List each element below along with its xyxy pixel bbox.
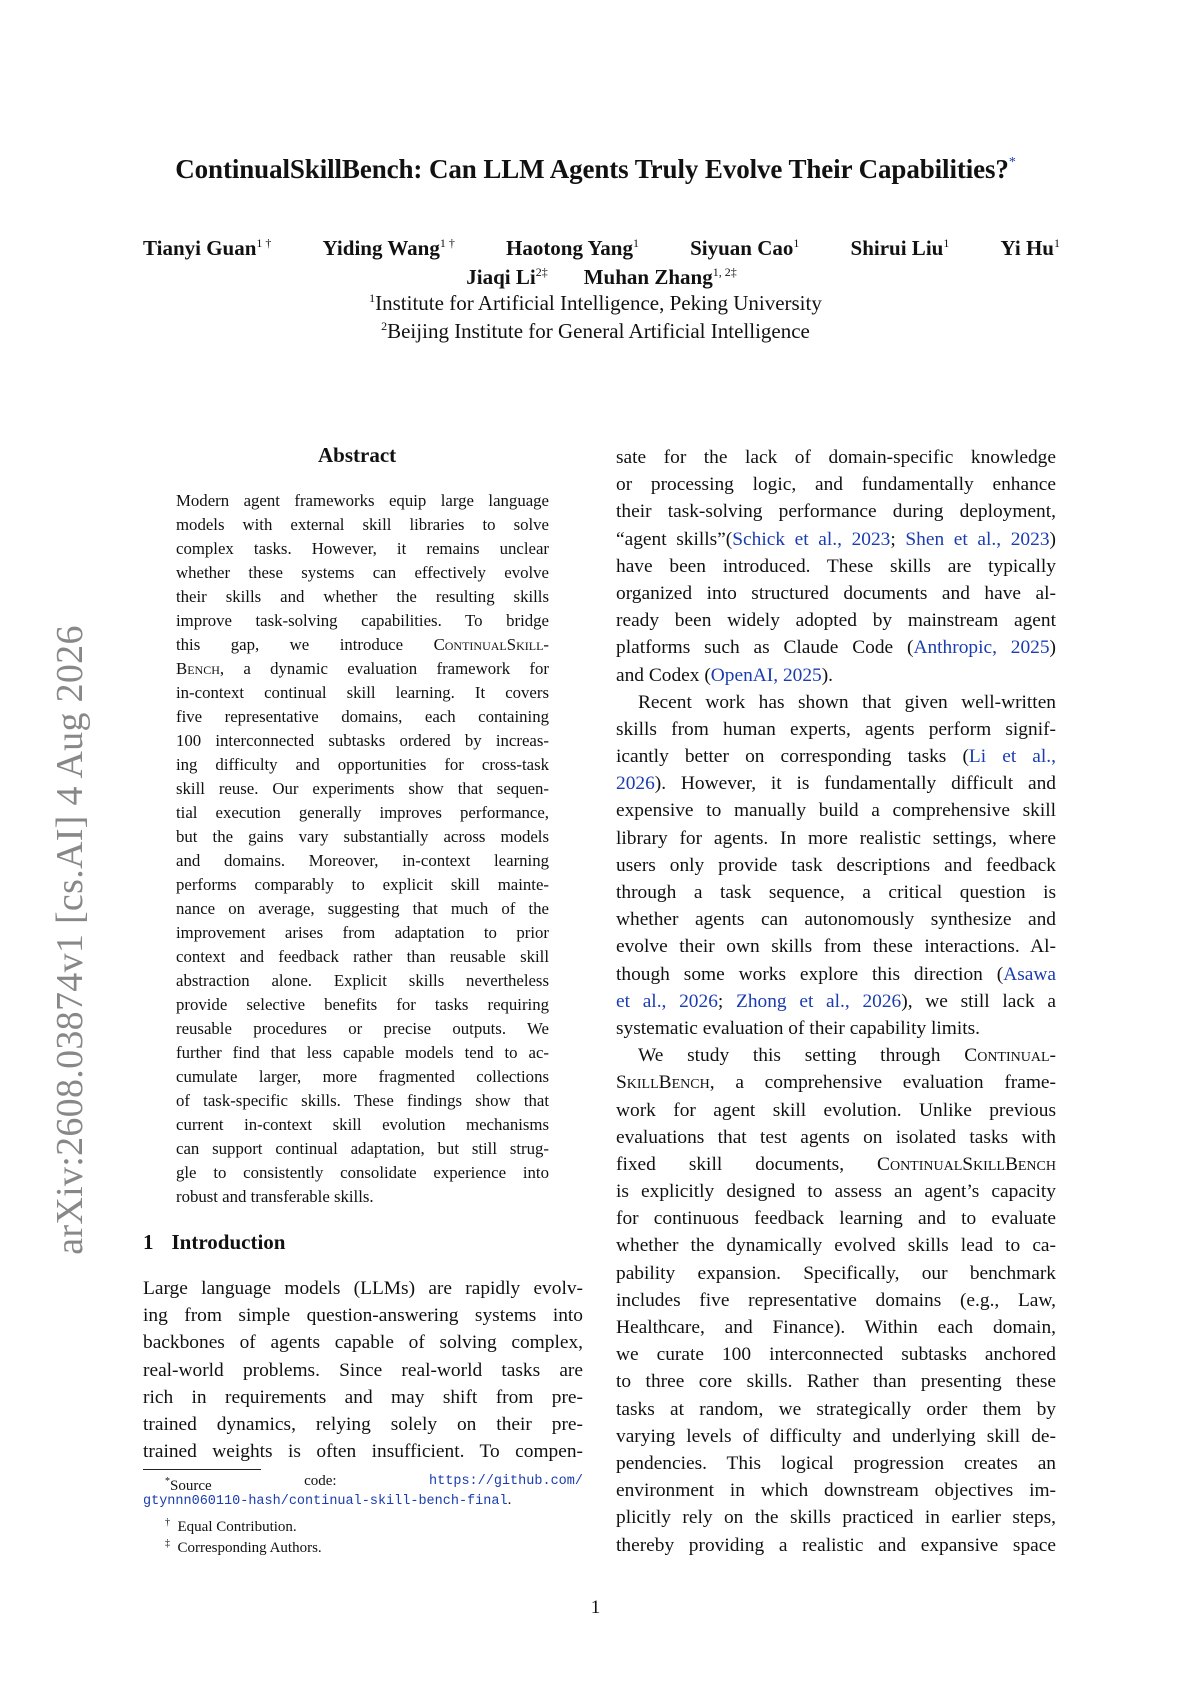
author-3 xyxy=(690,236,799,261)
author-2 xyxy=(506,236,639,261)
text-line: reusable procedures or precise outputs. We xyxy=(176,1019,549,1038)
text-line: Healthcare, and Finance). Within each domain, xyxy=(616,1317,1056,1338)
text-line: but the gains vary substantially across models xyxy=(176,827,549,846)
text-line: sate for the lack of domain-specific knowledge xyxy=(616,447,1056,468)
author-affiliation-mark: 1 xyxy=(793,236,800,250)
citation-link[interactable]: Asawa xyxy=(1003,963,1056,985)
text-line: icantly better on corresponding tasks (Li et al., xyxy=(616,746,1056,768)
text-line: improve task-solving capabilities. To bridge xyxy=(176,611,549,630)
text-line: cumulate larger, more fragmented collections xyxy=(176,1067,549,1086)
citation-link[interactable]: 2026 xyxy=(616,773,655,795)
text-line: skills from human experts, agents perform signif- xyxy=(616,718,1056,740)
affiliation-1-text: Institute for Artificial Intelligence, Peking University xyxy=(375,291,822,315)
footnote-source-url: gtynnn060110-hash/continual-skill-bench-final. xyxy=(143,1492,512,1509)
text-line: includes five representative domains (e.g., Law, xyxy=(616,1289,1056,1311)
text-line: this gap, we introduce ContinualSkill- xyxy=(176,635,549,654)
author-row-2 xyxy=(143,265,1060,290)
text-line: We study this setting through Continual- xyxy=(638,1045,1056,1067)
author-row-1 xyxy=(143,236,1060,261)
author-name: Tianyi Guan xyxy=(143,236,257,260)
citation-link[interactable]: Schick et al., 2023 xyxy=(732,528,891,550)
text-line: is explicitly designed to assess an agent’s capacity xyxy=(616,1181,1056,1203)
text-line: their task-solving performance during deployment, xyxy=(616,501,1056,523)
text-line: further find that less capable models tend to ac- xyxy=(176,1043,549,1062)
author-name: Shirui Liu xyxy=(850,236,944,260)
abstract-body xyxy=(176,489,549,1209)
text-line: evolve their own skills from these interactions. Al- xyxy=(616,936,1056,958)
text-line: performs comparably to explicit skill mainte- xyxy=(176,875,549,894)
text-line: tasks at random, we strategically order them by xyxy=(616,1398,1056,1420)
affiliation-1-mark: 1 xyxy=(369,291,376,305)
affiliation-1 xyxy=(0,291,1191,316)
affiliation-2-mark: 2 xyxy=(381,319,388,333)
author-name: Yi Hu xyxy=(1000,236,1054,260)
author-0 xyxy=(143,236,271,261)
text-line: users only provide task descriptions and feedback xyxy=(616,854,1056,876)
text-line: their skills and whether the resulting skills xyxy=(176,587,549,606)
page-number: 1 xyxy=(590,1597,601,1618)
affiliation-2-text: Beijing Institute for General Artificial Intelligence xyxy=(387,319,810,343)
footnote-corr-text: Corresponding Authors. xyxy=(177,1540,322,1556)
text-line: expensive to manually build a comprehensive skill xyxy=(616,800,1056,822)
text-line: context and feedback rather than reusable skill xyxy=(176,947,549,966)
text-line: whether agents can autonomously synthesize and xyxy=(616,909,1056,931)
section-number: 1 xyxy=(143,1230,154,1254)
author-name: Muhan Zhang xyxy=(583,265,713,289)
text-line: complex tasks. However, it remains unclear xyxy=(176,539,549,558)
text-line: trained dynamics, relying solely on their pre- xyxy=(143,1413,583,1435)
footnote-corr-mark: ‡ xyxy=(165,1538,170,1549)
author-name: Jiaqi Li xyxy=(466,265,536,289)
citation-link[interactable]: Li et al., xyxy=(968,746,1056,768)
citation-link[interactable]: Zhong et al., 2026 xyxy=(736,990,902,1012)
text-line: tial execution generally improves performance, xyxy=(176,803,549,822)
citation-link[interactable]: OpenAI, 2025 xyxy=(710,664,822,686)
text-line: Large language models (LLMs) are rapidly evolv- xyxy=(143,1278,583,1299)
text-line: thereby providing a realistic and expansive space xyxy=(616,1534,1056,1556)
text-line: we curate 100 interconnected subtasks anchored xyxy=(616,1344,1056,1366)
affiliation-2 xyxy=(0,319,1191,344)
footnote-corresponding xyxy=(143,1534,605,1558)
text-line: improvement arises from adaptation to prior xyxy=(176,923,549,942)
text-line: abstraction alone. Explicit skills nevertheless xyxy=(176,971,549,990)
text-line: provide selective benefits for tasks requiring xyxy=(176,995,549,1014)
text-line: Recent work has shown that given well-written xyxy=(638,691,1056,713)
source-url-link-1[interactable]: https://github.com/ xyxy=(429,1474,583,1489)
author-affiliation-mark: 1, 2‡ xyxy=(712,265,737,279)
text-line: robust and transferable skills. xyxy=(176,1187,374,1206)
footnote-rule xyxy=(143,1469,261,1470)
text-line: ing from simple question-answering systems into xyxy=(143,1305,583,1327)
text-line: backbones of agents capable of solving complex, xyxy=(143,1332,583,1354)
text-line: whether these systems can effectively evolve xyxy=(176,563,549,582)
author-affiliation-mark: 1 xyxy=(1053,236,1060,250)
text-line: 100 interconnected subtasks ordered by increas- xyxy=(176,731,549,750)
text-line: gle to consistently consolidate experience into xyxy=(176,1163,549,1182)
text-line: “agent skills”(Schick et al., 2023; Shen et al., 2023) xyxy=(616,528,1056,550)
text-line: though some works explore this direction (Asawa xyxy=(616,963,1056,985)
text-line: skill reuse. Our experiments show that sequen- xyxy=(176,779,549,798)
footnote-code-label: code: xyxy=(304,1473,337,1489)
text-line: and domains. Moreover, in-context learning xyxy=(176,851,549,870)
text-line: evaluations that test agents on isolated tasks with xyxy=(616,1126,1056,1148)
text-line: ing difficulty and opportunities for cross-task xyxy=(176,755,549,774)
text-line: pability expansion. Specifically, our benchmark xyxy=(616,1262,1056,1284)
text-line: models with external skill libraries to solve xyxy=(176,515,549,534)
text-line: library for agents. In more realistic settings, where xyxy=(616,827,1056,849)
arxiv-stamp xyxy=(40,560,100,1320)
text-line: five representative domains, each containing xyxy=(176,707,549,726)
text-line: through a task sequence, a critical question is xyxy=(616,882,1056,903)
arxiv-id: arXiv:2608.03874v1 [cs.AI] 4 Aug 2026 xyxy=(49,625,91,1255)
text-line: varying levels of difficulty and underlying skill de- xyxy=(616,1425,1056,1447)
text-line: and Codex (OpenAI, 2025). xyxy=(616,664,834,686)
text-line: et al., 2026; Zhong et al., 2026), we still lack a xyxy=(616,990,1056,1012)
text-line: ready been widely adopted by mainstream agent xyxy=(616,610,1056,632)
abstract-heading: Abstract xyxy=(318,443,397,467)
author-affiliation-mark: 1 † xyxy=(256,236,272,250)
text-line: work for agent skill evolution. Unlike previous xyxy=(616,1099,1056,1121)
text-line: organized into structured documents and have al- xyxy=(616,582,1056,604)
text-line: nance on average, suggesting that much of the xyxy=(176,899,549,918)
author-4 xyxy=(851,236,950,261)
footnote-equal-mark: † xyxy=(165,1517,170,1528)
author-affiliation-mark: 1 † xyxy=(439,236,455,250)
text-line: SkillBench, a comprehensive evaluation frame- xyxy=(616,1072,1056,1094)
author-affiliation-mark: 2‡ xyxy=(535,265,548,279)
text-line: fixed skill documents, ContinualSkillBench xyxy=(616,1153,1056,1175)
text-line: real-world problems. Since real-world tasks are xyxy=(143,1359,583,1381)
title-footnote-mark[interactable]: * xyxy=(1008,155,1016,170)
text-line: rich in requirements and may shift from pre- xyxy=(143,1386,583,1408)
text-line: for continuous feedback learning and to evaluate xyxy=(616,1208,1056,1230)
text-line: 2026). However, it is fundamentally difficult and xyxy=(616,773,1056,795)
text-line: trained weights is often insufficient. To compen- xyxy=(143,1441,583,1463)
author-name: Haotong Yang xyxy=(505,236,633,260)
text-line: whether the dynamically evolved skills lead to ca- xyxy=(616,1235,1056,1257)
footnote-source-label: Source xyxy=(170,1478,212,1494)
citation-link[interactable]: Shen et al., 2023 xyxy=(905,528,1050,550)
text-line: or processing logic, and fundamentally enhance xyxy=(616,474,1056,496)
text-line: platforms such as Claude Code (Anthropic, 2025) xyxy=(616,637,1056,659)
author-affiliation-mark: 1 xyxy=(943,236,950,250)
author-name: Siyuan Cao xyxy=(690,236,794,260)
text-line: have been introduced. These skills are typically xyxy=(616,555,1056,577)
author-row2-0 xyxy=(466,265,547,289)
paper-title xyxy=(0,154,1191,185)
author-5 xyxy=(1000,236,1059,261)
author-row2-1 xyxy=(584,265,737,289)
citation-link[interactable]: Anthropic, 2025 xyxy=(913,637,1050,659)
author-affiliation-mark: 1 xyxy=(632,236,639,250)
footnote-equal-text: Equal Contribution. xyxy=(177,1519,297,1535)
intro-right-column xyxy=(616,444,1056,1559)
title-text: ContinualSkillBench: Can LLM Agents Truly Evolve Their Capabilities? xyxy=(175,154,1009,184)
text-line: systematic evaluation of their capability limits. xyxy=(616,1017,981,1039)
source-url-link-2[interactable]: gtynnn060110-hash/continual-skill-bench-final xyxy=(143,1494,508,1509)
text-line: to three core skills. Rather than presenting these xyxy=(616,1371,1056,1393)
text-line: plicitly rely on the skills practiced in earlier steps, xyxy=(616,1507,1056,1529)
author-name: Yiding Wang xyxy=(322,236,440,260)
text-line: environment in which downstream objectives im- xyxy=(616,1480,1056,1502)
section-heading-introduction xyxy=(143,1230,285,1255)
text-line: pendencies. This logical progression creates an xyxy=(616,1452,1056,1474)
footnote-source-mark: * xyxy=(165,1476,170,1487)
text-line: in-context continual skill learning. It covers xyxy=(176,683,549,702)
citation-link[interactable]: et al., 2026 xyxy=(616,990,718,1012)
section-title: Introduction xyxy=(171,1230,286,1254)
intro-left-column xyxy=(143,1275,583,1465)
text-line: current in-context skill evolution mechanisms xyxy=(176,1115,549,1134)
text-line: can support continual adaptation, but still strug- xyxy=(176,1139,549,1158)
text-line: of task-specific skills. These findings show that xyxy=(176,1091,549,1110)
text-line: Bench, a dynamic evaluation framework for xyxy=(176,659,549,678)
author-1 xyxy=(323,236,455,261)
text-line: Modern agent frameworks equip large language xyxy=(176,491,549,510)
